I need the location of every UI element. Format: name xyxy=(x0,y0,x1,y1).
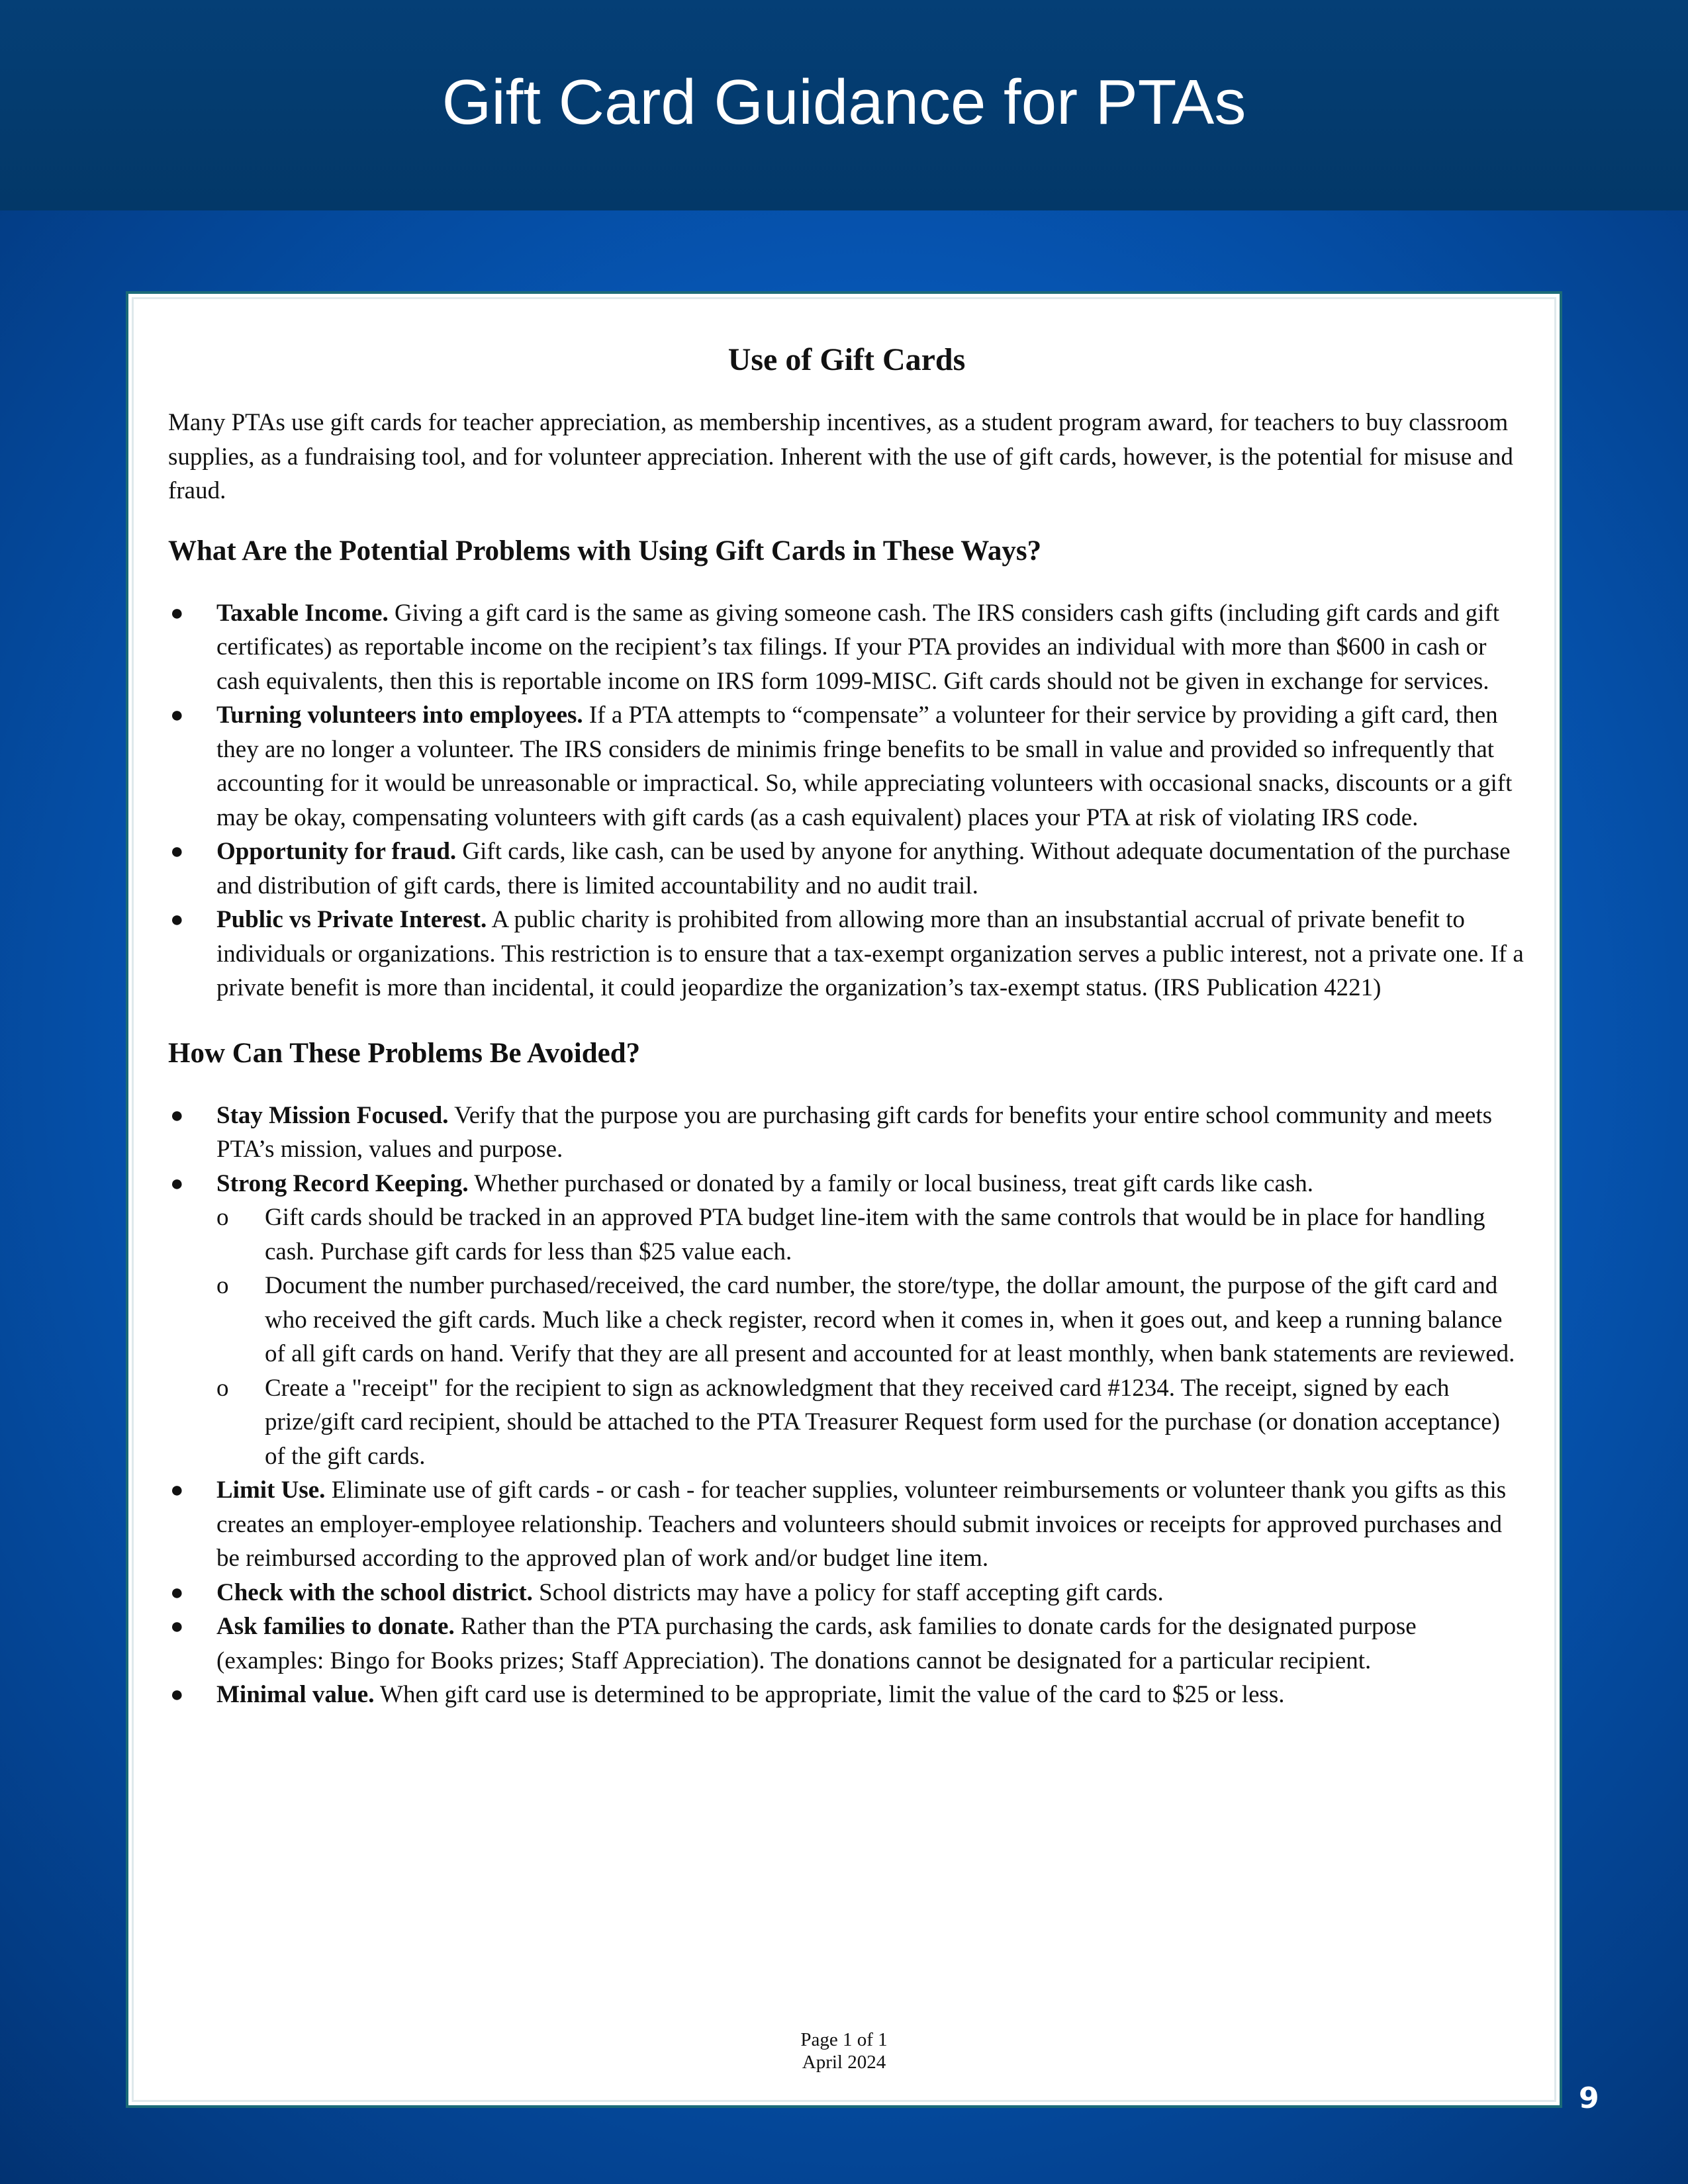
list-item xyxy=(168,835,1525,903)
list-item xyxy=(168,596,1525,699)
problems-list xyxy=(168,596,1525,1005)
record-keeping-sublist xyxy=(216,1201,1525,1473)
document-date: April 2024 xyxy=(802,2052,886,2073)
item-text: A public charity is prohibited from allowing more than an insubstantial accrual of private benefit to individuals or organizations. This restriction is to ensure that a tax-exempt organization serves a public interest, not a private one. If a private benefit is more than incidental, it could jeopardize the organization’s tax-exempt status. (IRS Publication 4221) xyxy=(216,906,1524,1001)
sub-list-item xyxy=(168,1201,1525,1269)
section-heading-avoid: How Can These Problems Be Avoided? xyxy=(168,1037,641,1069)
list-item xyxy=(168,1576,1525,1610)
bullet-icon: ● xyxy=(170,907,184,932)
list-item xyxy=(168,1678,1525,1712)
bullet-icon: ● xyxy=(170,1614,184,1639)
bullet-icon: ● xyxy=(170,1478,184,1502)
item-text: Whether purchased or donated by a family or local business, treat gift cards like cash. xyxy=(468,1169,1314,1197)
item-lead: Minimal value. xyxy=(216,1681,375,1708)
item-text: If a PTA attempts to “compensate” a volunteer for their service by providing a gift card, then they are no longer a volunteer. The IRS considers de minimis fringe benefits to be small in value and provided so infrequently that accounting for it would be unreasonable or impractical. So, while appreciating volunteers with occasional snacks, discounts or a gift may be okay, compensating volunteers with gift cards (as a cash equivalent) places your PTA at risk of violating IRS code. xyxy=(216,702,1513,831)
section-heading-problems: What Are the Potential Problems with Using Gift Cards in These Ways? xyxy=(168,535,1042,567)
list-item xyxy=(168,698,1525,835)
document-page xyxy=(126,291,1562,2108)
list-item xyxy=(168,903,1525,1005)
item-text: Gift cards, like cash, can be used by anyone for anything. Without adequate documentation of the purchase and distribution of gift cards, there is limited accountability and no audit trail. xyxy=(216,838,1511,899)
circle-bullet-icon: o xyxy=(216,1272,229,1299)
item-lead: Limit Use. xyxy=(216,1477,326,1504)
item-text: When gift card use is determined to be appropriate, limit the value of the card to $25 or less. xyxy=(374,1681,1285,1708)
bullet-icon: ● xyxy=(170,839,184,864)
item-lead: Check with the school district. xyxy=(216,1578,533,1606)
list-item xyxy=(168,1099,1525,1167)
item-lead: Taxable Income. xyxy=(216,599,389,627)
bullet-icon: ● xyxy=(170,703,184,727)
item-text: Rather than the PTA purchasing the cards, ask families to donate cards for the designated purpose (examples: Bingo for Books prizes; Staff Appreciation). The donations cannot be designated for a particular recipient. xyxy=(216,1613,1417,1674)
solutions-list xyxy=(168,1099,1525,1712)
item-lead: Public vs Private Interest. xyxy=(216,906,487,933)
bullet-icon: ● xyxy=(170,1103,184,1128)
circle-bullet-icon: o xyxy=(216,1204,229,1231)
list-item xyxy=(168,1473,1525,1576)
sub-item-text: Gift cards should be tracked in an approved PTA budget line-item with the same controls that would be in place for handling cash. Purchase gift cards for less than $25 value each. xyxy=(265,1204,1485,1265)
item-text: School districts may have a policy for staff accepting gift cards. xyxy=(532,1578,1164,1606)
item-text: Verify that the purpose you are purchasing gift cards for benefits your entire school community and meets PTA’s mission, values and purpose. xyxy=(216,1101,1493,1163)
bullet-icon: ● xyxy=(170,1682,184,1707)
list-item xyxy=(168,1610,1525,1678)
item-lead: Turning volunteers into employees. xyxy=(216,702,583,729)
bullet-icon: ● xyxy=(170,600,184,625)
sub-item-text: Create a "receipt" for the recipient to sign as acknowledgment that they received card #1234. The receipt, signed by each prize/gift card recipient, should be attached to the PTA Treasurer Request form used for the purchase (or donation acceptance) of the gift cards. xyxy=(265,1374,1500,1470)
header-banner xyxy=(0,0,1688,210)
sub-list-item xyxy=(168,1269,1525,1371)
bullet-icon: ● xyxy=(170,1171,184,1196)
sub-item-text: Document the number purchased/received, the card number, the store/type, the dollar amount, the purpose of the gift card and who received the gift cards. Much like a check register, record when it comes in, when it goes out, and keep a running balance of all gift cards on hand. Verify that they are all present and accounted for at least monthly, when bank statements are reviewed. xyxy=(265,1272,1515,1367)
item-lead: Strong Record Keeping. xyxy=(216,1169,469,1197)
bullet-icon: ● xyxy=(170,1580,184,1605)
document-title: Use of Gift Cards xyxy=(727,342,966,377)
circle-bullet-icon: o xyxy=(216,1374,229,1402)
slide-number: 9 xyxy=(1579,2081,1599,2115)
sub-list-item xyxy=(168,1371,1525,1474)
item-lead: Opportunity for fraud. xyxy=(216,838,457,865)
item-lead: Stay Mission Focused. xyxy=(216,1101,449,1129)
page-title: Gift Card Guidance for PTAs xyxy=(442,67,1246,138)
item-lead: Ask families to donate. xyxy=(216,1613,455,1640)
item-text: Giving a gift card is the same as giving someone cash. The IRS considers cash gifts (including gift cards and gift certificates) as reportable income on the recipient’s tax filings. If your PTA provides an individual with more than $600 in cash or cash equivalents, then this is reportable income on IRS form 1099-MISC. Gift cards should not be given in exchange for services. xyxy=(216,599,1500,695)
page-count: Page 1 of 1 xyxy=(800,2029,888,2050)
document-footer xyxy=(128,2028,1560,2073)
list-item xyxy=(168,1167,1525,1474)
item-text: Eliminate use of gift cards - or cash - for teacher supplies, volunteer reimbursements or volunteer thank you gifts as this creates an employer-employee relationship. Teachers and volunteers should submit invoices or receipts for approved purchases and be reimbursed according to the approved plan of work and/or budget line item. xyxy=(216,1477,1507,1572)
intro-paragraph: Many PTAs use gift cards for teacher appreciation, as membership incentives, as a student program award, for teachers to buy classroom supplies, as a fundraising tool, and for volunteer appreciation. Inherent with the use of gift cards, however, is the potential for misuse and fraud. xyxy=(168,409,1513,504)
